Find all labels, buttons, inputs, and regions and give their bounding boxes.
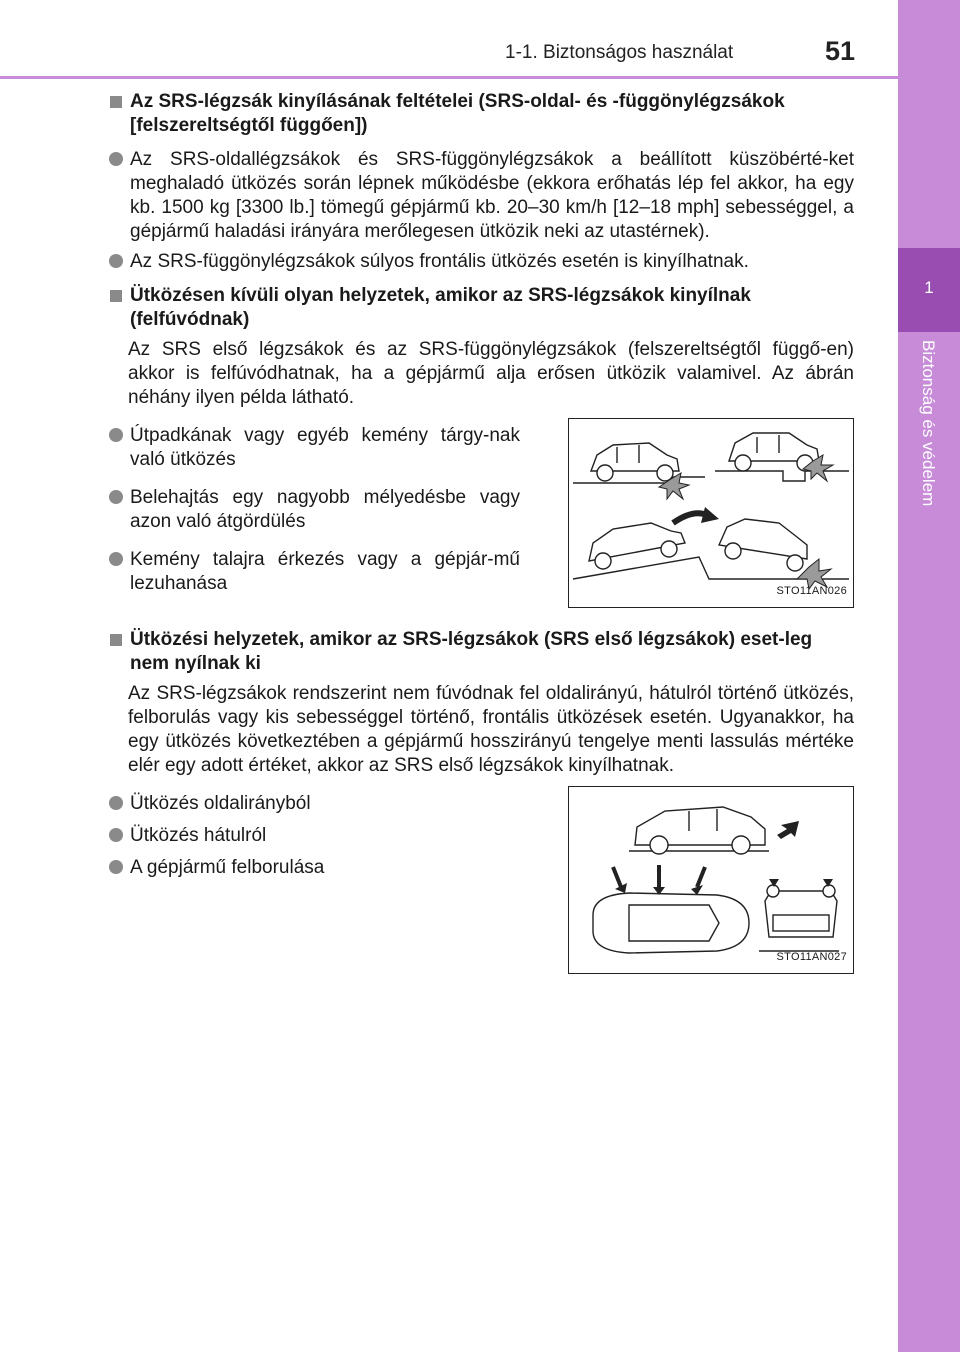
running-header: 1-1. Biztonságos használat: [505, 42, 734, 63]
list-item: [108, 486, 520, 534]
square-bullet-icon: [110, 634, 122, 646]
section-paragraph: Az SRS első légzsákok és az SRS-függönylégzsákok (felszereltségtől függő-en) akkor is felfúvódhatnak, ha a gépjármű alja erősen ütközik valamivel. Az ábrán néhány ilyen példa látható.: [128, 339, 854, 408]
figure-row: [108, 418, 854, 608]
bullet-column: [108, 418, 520, 602]
round-bullet-icon: [109, 152, 123, 166]
chapter-label: Biztonság és védelem: [919, 340, 938, 507]
list-item-text: Ütközés hátulról: [130, 825, 267, 846]
bullet-column: [108, 786, 520, 886]
list-item: [108, 424, 520, 472]
section-heading: [108, 284, 854, 332]
round-bullet-icon: [109, 428, 123, 442]
list-item: [108, 250, 854, 274]
list-item-text: Ütközés oldalirányból: [130, 793, 311, 814]
round-bullet-icon: [109, 552, 123, 566]
square-bullet-icon: [110, 96, 122, 108]
list-item-text: Útpadkának vagy egyéb kemény tárgy-nak való ütközés: [130, 425, 520, 470]
figure-label: STO11AN027: [776, 951, 847, 963]
section-heading: [108, 90, 854, 138]
list-item-text: Kemény talajra érkezés vagy a gépjár-mű lezuhanása: [130, 549, 520, 594]
list-item: [108, 824, 520, 848]
round-bullet-icon: [109, 254, 123, 268]
illustration-undercarriage-impact: [568, 418, 854, 608]
section-heading-text: Ütközésen kívüli olyan helyzetek, amikor az SRS-légzsákok kinyílnak (felfúvódnak): [130, 285, 751, 330]
round-bullet-icon: [109, 828, 123, 842]
list-item-text: Az SRS-oldallégzsákok és SRS-függönylégzsákok a beállított küszöbérté-ket meghaladó ütközés során lépnek működésbe (ekkora erőhatás lép fel akkor, ha egy kb. 1500 kg [3300 lb.] tömegű gépjármű kb. 20–30 km/h [12–18 mph] sebességgel, a gépjármű haladási irányára merőlegesen ütközik neki az utastérnek).: [130, 149, 854, 242]
list-item: [108, 148, 854, 244]
page-content: [108, 90, 854, 974]
list-item: [108, 856, 520, 880]
square-bullet-icon: [110, 290, 122, 302]
section-heading-text: Az SRS-légzsák kinyílásának feltételei (SRS-oldal- és -függönylégzsákok [felszereltségtől függően]): [130, 91, 785, 136]
round-bullet-icon: [109, 490, 123, 504]
chapter-number: 1: [924, 278, 934, 297]
chapter-side-tab: [898, 0, 960, 1352]
list-item-text: Az SRS-függönylégzsákok súlyos frontális ütközés esetén is kinyílhatnak.: [130, 251, 749, 272]
section-heading-text: Ütközési helyzetek, amikor az SRS-légzsákok (SRS első légzsákok) eset-leg nem nyílnak ki: [130, 629, 813, 674]
list-item: [108, 548, 520, 596]
page-number: 51: [825, 36, 856, 66]
list-item-text: Belehajtás egy nagyobb mélyedésbe vagy azon való átgördülés: [130, 487, 520, 532]
figure-label: STO11AN026: [776, 585, 847, 597]
section-paragraph: Az SRS-légzsákok rendszerint nem fúvódnak fel oldalirányú, hátulról történő ütközés, felborulás vagy kis sebességgel történő, frontális ütközések esetén. Ugyanakkor, ha egy ütközés következtében a gépjármű hosszirányú tengelye menti lassulás mértéke elér egy adott értéket, akkor az SRS első légzsákok kinyílhatnak.: [128, 683, 854, 776]
figure-row: [108, 786, 854, 974]
list-item-text: A gépjármű felborulása: [130, 857, 325, 878]
header-divider: [0, 76, 898, 79]
section-heading: [108, 628, 854, 676]
round-bullet-icon: [109, 796, 123, 810]
list-item: [108, 792, 520, 816]
illustration-non-deploy-cases: [568, 786, 854, 974]
round-bullet-icon: [109, 860, 123, 874]
